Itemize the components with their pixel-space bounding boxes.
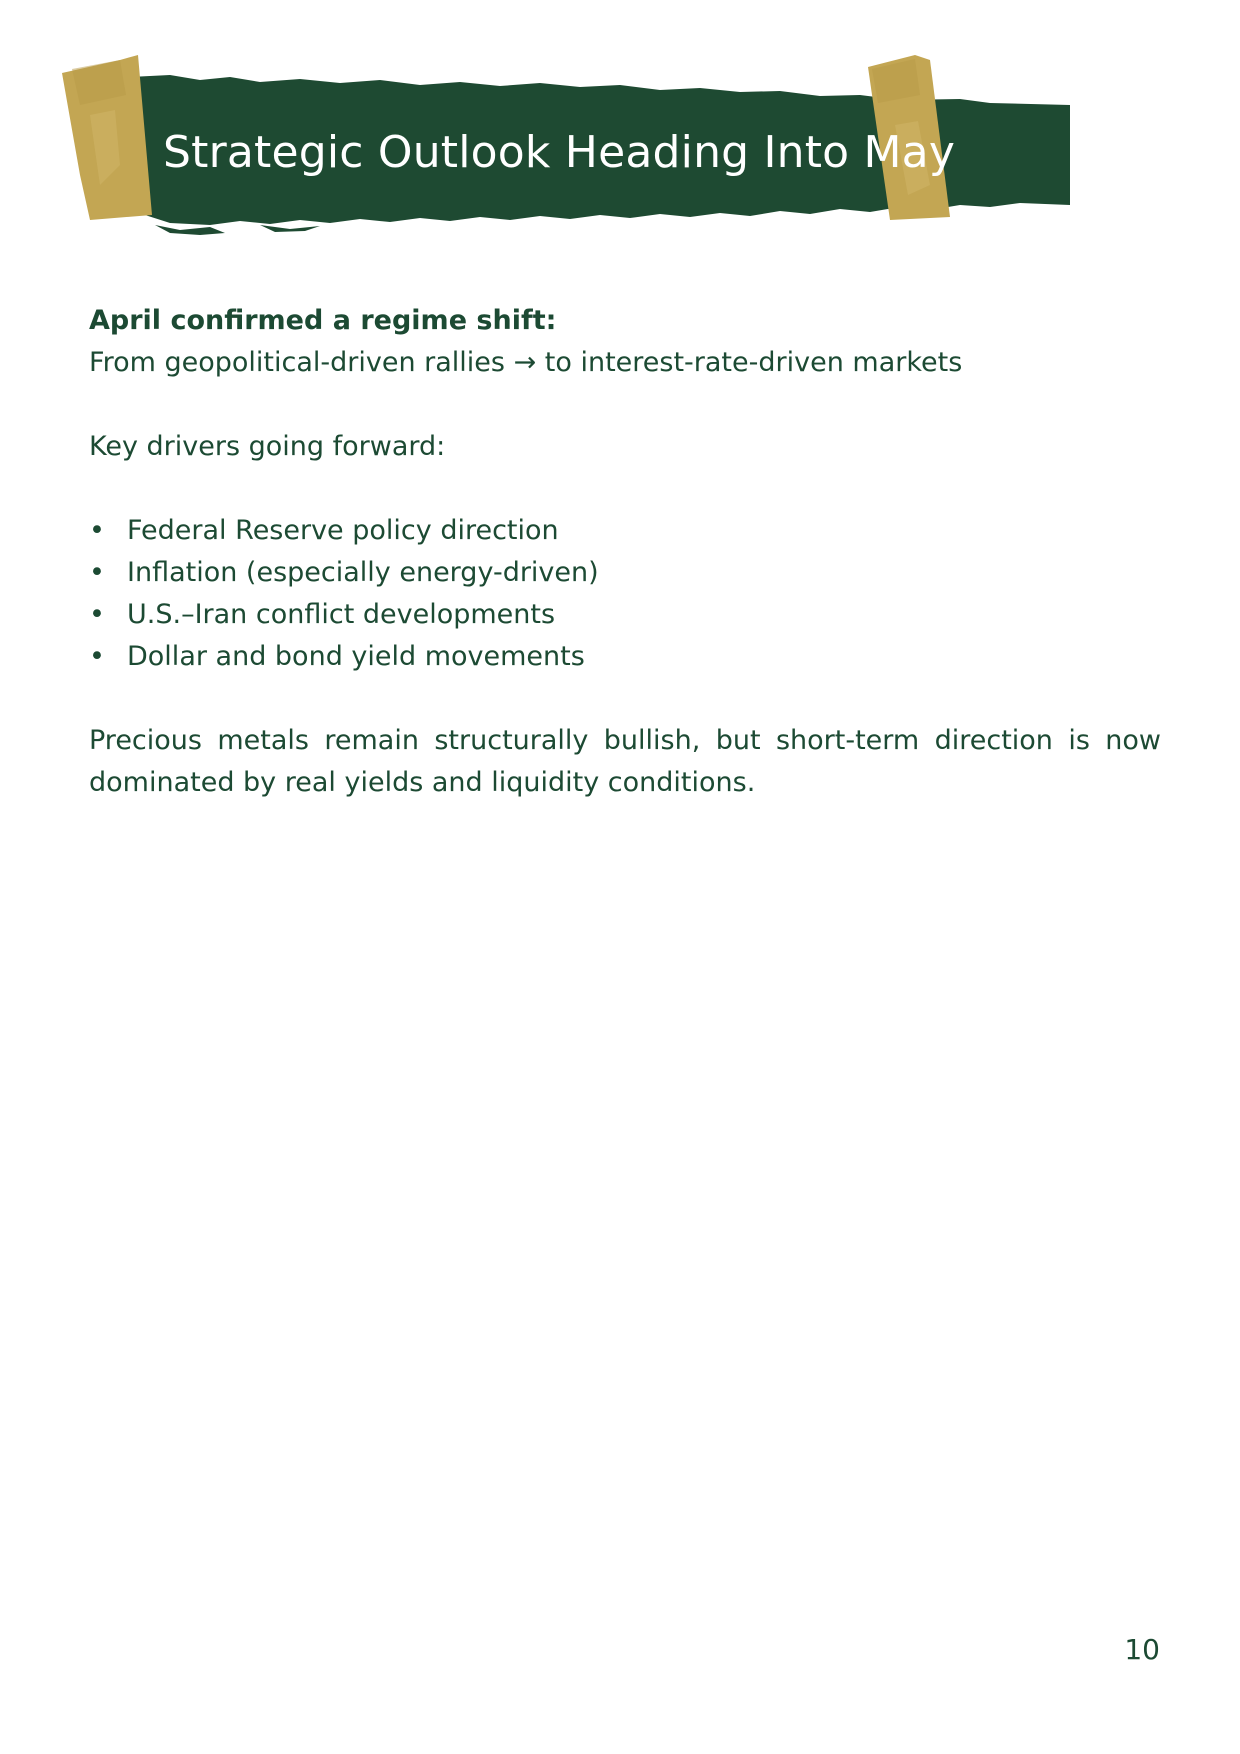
list-item bbox=[89, 552, 1161, 594]
list-item-text: Dollar and bond yield movements bbox=[127, 641, 585, 672]
list-item-text: Inflation (especially energy-driven) bbox=[127, 557, 599, 588]
list-item bbox=[89, 636, 1161, 678]
list-item bbox=[89, 594, 1161, 636]
bullet-marker: • bbox=[89, 515, 105, 546]
title-banner bbox=[60, 55, 1080, 255]
left-tape bbox=[62, 55, 152, 220]
page-number: 10 bbox=[1124, 1633, 1160, 1666]
spacer bbox=[89, 384, 1161, 426]
body-content bbox=[89, 300, 1161, 804]
drivers-list bbox=[89, 510, 1161, 678]
list-item-text: U.S.–Iran conflict developments bbox=[127, 599, 556, 630]
list-item bbox=[89, 510, 1161, 552]
page-title: Strategic Outlook Heading Into May bbox=[163, 127, 956, 178]
lead-text: From geopolitical-driven rallies → to interest-rate-driven markets bbox=[89, 347, 963, 378]
spacer bbox=[89, 468, 1161, 510]
bullet-marker: • bbox=[89, 599, 105, 630]
spacer bbox=[89, 678, 1161, 720]
bullet-marker: • bbox=[89, 641, 105, 672]
drivers-intro: Key drivers going forward: bbox=[89, 431, 446, 462]
bullet-marker: • bbox=[89, 557, 105, 588]
closing-paragraph: Precious metals remain structurally bullish, but short-term direction is now dominated by real yields and liquidity conditions. bbox=[89, 725, 1161, 798]
list-item-text: Federal Reserve policy direction bbox=[127, 515, 559, 546]
lead-heading: April confirmed a regime shift: bbox=[89, 305, 557, 336]
